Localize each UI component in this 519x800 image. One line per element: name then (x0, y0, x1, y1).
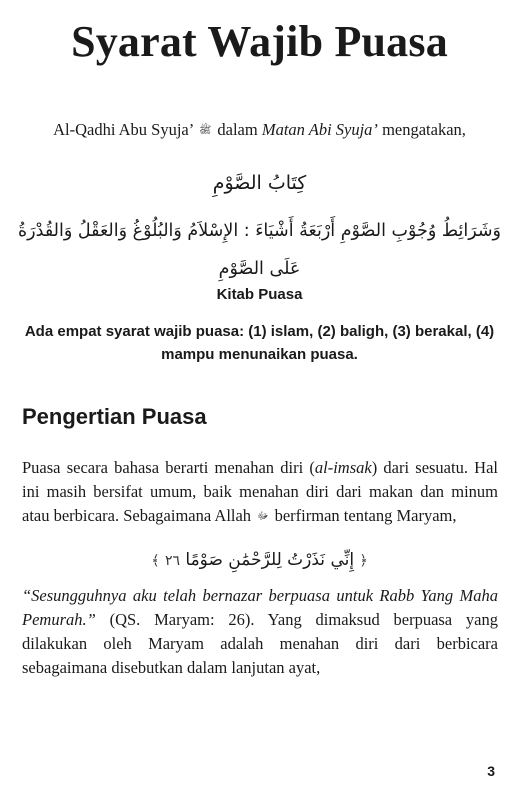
kitab-puasa-translation: Kitab Puasa (216, 286, 303, 303)
arabic-quran-verse (22, 546, 497, 575)
paragraph1-part2: ) dari sesuatu. Hal ini masih bersifat umum, baik menahan diri dari makan dan minum atau berbicara. Sebagaimana Allah (22, 458, 498, 525)
page-title: Syarat Wajib Puasa (71, 17, 448, 66)
section-heading: Pengertian Puasa (22, 404, 207, 429)
quran-bracket-close: ﴾ (151, 553, 160, 569)
verse-translation-quote: “Sesungguhnya aku telah bernazar berpuasa untuk Rabb Yang Maha Pemurah.” (22, 586, 498, 629)
intro-suffix: mengatakan, (382, 120, 466, 139)
quran-bracket-open: ﴿ (359, 553, 368, 569)
quran-verse-text: إِنِّي نَذَرْتُ لِلرَّحْمَٰنِ صَوْمًا (185, 550, 355, 570)
intro-book-title: Matan Abi Syuja’ (261, 120, 378, 139)
ayah-number: ٢٦ (164, 553, 180, 569)
honorific-glyph: ﷺ (199, 125, 212, 136)
allah-honorific-glyph: ﷻ (257, 511, 269, 522)
paragraph1-part1: Puasa secara bahasa berarti menahan diri ( (22, 458, 315, 477)
paragraph-definition (22, 456, 498, 529)
intro-prefix: Al-Qadhi Abu Syuja’ (53, 120, 194, 139)
paragraph1-term: al-imsak (314, 458, 372, 477)
intro-line (22, 118, 497, 143)
paragraph2-rest: (QS. Maryam: 26). Yang dimaksud berpuasa yang dilakukan oleh Maryam adalah menahan diri dari berbicara sebagaimana disebutkan dalam lanjutan ayat, (22, 610, 498, 677)
arabic-syarat-text: وَشَرَائِطُ وُجُوْبِ الصَّوْمِ أَرْبَعَةُ أَشْيَاءَ : الإِسْلاَمُ وَالبُلُوْغُ وَالعَقْلُ وَالقُدْرَةُ عَلَى الصَّوْمِ (18, 221, 501, 279)
arabic-kitab-heading: كِتَابُ الصَّوْمِ (212, 172, 307, 194)
page-number: 3 (487, 763, 495, 779)
paragraph1-part3: berfirman tentang Maryam, (274, 506, 457, 525)
intro-middle: dalam (217, 120, 258, 139)
syarat-summary: Ada empat syarat wajib puasa: (1) islam, (2) baligh, (3) berakal, (4) mampu menunaikan puasa. (24, 323, 495, 363)
paragraph-translation (22, 584, 498, 680)
